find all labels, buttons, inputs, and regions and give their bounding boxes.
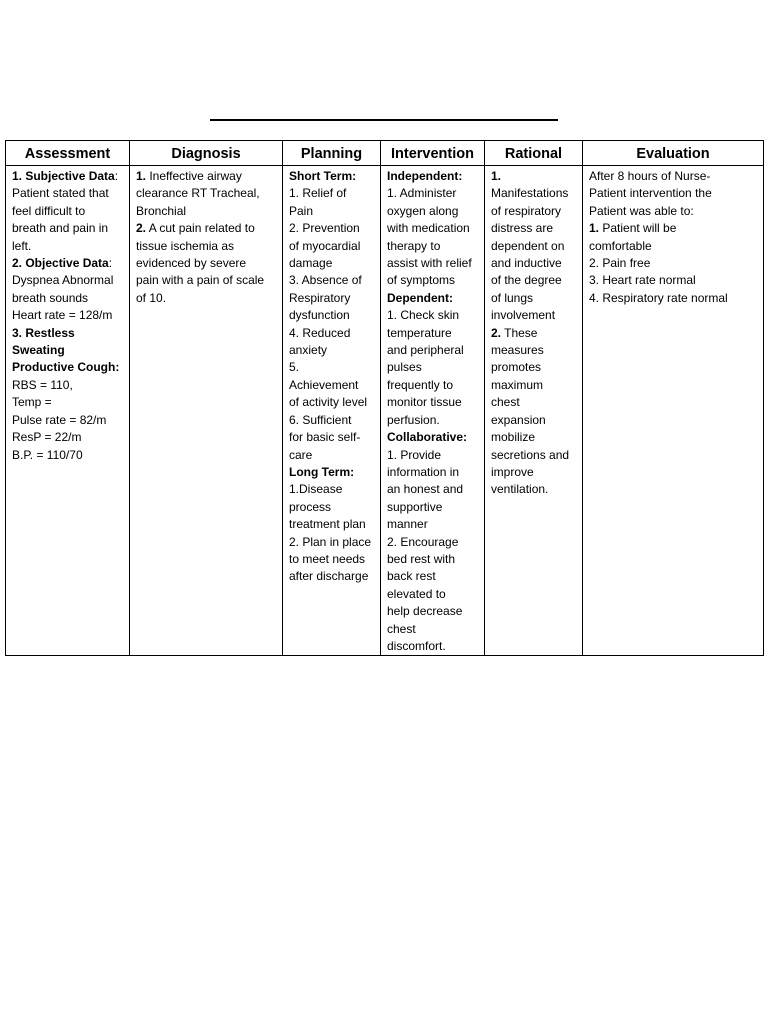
cell-line [289,272,376,289]
line-text: promotes [491,360,542,375]
line-text: mobilize [491,430,536,445]
cell-line [491,429,578,446]
line-text: : [108,256,113,271]
header-diagnosis: Diagnosis [130,141,283,166]
cell-line [491,325,578,342]
line-text: secretions and [491,447,570,462]
cell-line [589,185,759,202]
cell-line [136,238,278,255]
line-text: dependent on [491,238,565,253]
line-text: chest [387,621,416,636]
cell-line [289,203,376,220]
bold-label: Long Term: [289,464,355,479]
cell-line [589,203,759,220]
cell-line [136,203,278,220]
line-text: Heart rate = 128/m [12,308,113,323]
bold-label: Short Term: [289,169,357,183]
header-assessment: Assessment [6,141,130,166]
cell-line [289,534,376,551]
line-text: Temp = [12,395,52,410]
cell-line [12,394,125,411]
line-text: of symptoms [387,273,456,288]
cell-line [387,429,480,446]
cell-line [289,307,376,324]
line-text: measures [491,343,544,358]
line-text: oxygen along [387,203,459,218]
line-text: with medication [387,221,470,236]
line-text: ventilation. [491,482,549,497]
cell-line [12,307,125,324]
cell-line [387,568,480,585]
bold-label: Sweating [12,343,65,358]
line-text: process [289,499,332,514]
line-text: 2. Prevention [289,221,360,236]
cell-line [387,516,480,533]
cell-line [289,168,376,185]
cell-line [491,464,578,481]
cell-line [136,255,278,272]
cell-line [387,185,480,202]
cell-line [289,255,376,272]
line-text: left. [12,238,32,253]
cell-line [387,621,480,638]
cell-line [387,499,480,516]
line-text: anxiety [289,343,328,358]
line-text: therapy to [387,238,441,253]
cell-line [491,447,578,464]
cell-line [289,325,376,342]
cell-line [289,412,376,429]
cell-line [491,185,578,202]
line-text: of 10. [136,290,167,305]
cell-line [289,377,376,394]
cell-line [289,429,376,446]
line-text: Dyspnea Abnormal [12,273,114,288]
bold-label: 2. [136,221,147,236]
cell-line [289,394,376,411]
planning-cell [283,166,381,656]
line-text: Ineffective airway [146,169,242,183]
cell-line [387,359,480,376]
cell-line [491,220,578,237]
cell-line [12,429,125,446]
line-text: expansion [491,412,546,427]
bold-label: Productive Cough: [12,360,120,375]
cell-line [387,377,480,394]
bold-label: 3. Restless [12,325,75,340]
cell-line [136,272,278,289]
cell-line [589,238,759,255]
line-text: of respiratory [491,203,562,218]
line-text: Manifestations [491,186,569,201]
cell-line [589,220,759,237]
cell-line [289,342,376,359]
nursing-care-plan-table [5,140,764,656]
line-text: 4. Reduced [289,325,351,340]
cell-line [387,255,480,272]
cell-line [289,359,376,376]
cell-line [387,342,480,359]
line-text: Achievement [289,377,359,392]
line-text: 1. Relief of [289,186,347,201]
cell-line [387,307,480,324]
cell-line [289,464,376,481]
diagnosis-cell [130,166,283,656]
line-text: dysfunction [289,308,350,323]
cell-line [387,412,480,429]
cell-line [12,238,125,255]
line-text: pulses [387,360,422,375]
line-text: information in [387,464,460,479]
line-text: 4. Respiratory rate normal [589,290,728,305]
bold-label: Collaborative: [387,430,468,445]
line-text: to meet needs [289,551,366,566]
line-text: 1. Provide [387,447,442,462]
cell-line [289,220,376,237]
line-text: feel difficult to [12,203,86,218]
line-text: of the degree [491,273,562,288]
line-text: of lungs [491,290,534,305]
cell-line [12,220,125,237]
line-text: treatment plan [289,517,366,532]
cell-line [12,290,125,307]
line-text: Patient will be [599,221,677,236]
cell-line [12,342,125,359]
line-text: comfortable [589,238,652,253]
rational-cell [485,166,583,656]
line-text: an honest and [387,482,464,497]
cell-line [387,551,480,568]
bold-label: 1. [491,169,502,183]
line-text: 1. Check skin [387,308,460,323]
line-text: Pulse rate = 82/m [12,412,107,427]
cell-line [589,290,759,307]
cell-line [289,185,376,202]
line-text: manner [387,517,428,532]
cell-line [387,220,480,237]
cell-line [387,586,480,603]
line-text: 3. Heart rate normal [589,273,696,288]
cell-line [12,325,125,342]
cell-line [387,325,480,342]
line-text: and peripheral [387,343,464,358]
cell-line [12,185,125,202]
cell-line [387,534,480,551]
line-text: Patient intervention the [589,186,712,201]
line-text: bed rest with [387,551,456,566]
cell-line [12,255,125,272]
line-text: help decrease [387,604,463,619]
cell-line [289,516,376,533]
line-text: and inductive [491,256,562,271]
line-text: Pain [289,203,314,218]
cell-line [12,412,125,429]
cell-line [589,168,759,185]
assessment-cell [6,166,130,656]
line-text: maximum [491,377,544,392]
cell-line [387,272,480,289]
line-text: 1.Disease [289,482,343,497]
evaluation-cell [583,166,764,656]
line-text: of myocardial [289,238,361,253]
cell-line [289,238,376,255]
line-text: elevated to [387,586,446,601]
line-text: of activity level [289,395,368,410]
line-text: Respiratory [289,290,351,305]
cell-line [491,307,578,324]
cell-line [387,638,480,655]
cell-line [136,290,278,307]
line-text: involvement [491,308,556,323]
cell-line [491,203,578,220]
cell-line [589,272,759,289]
line-text: 5. [289,360,300,375]
cell-line [491,394,578,411]
line-text: 2. Plan in place [289,534,372,549]
cell-line [491,481,578,498]
cell-line [387,203,480,220]
bold-label: 2. [491,325,502,340]
line-text: perfusion. [387,412,440,427]
line-text: ResP = 22/m [12,430,82,445]
cell-line [12,359,125,376]
line-text: : [114,169,119,183]
header-row [6,141,764,166]
line-text: distress are [491,221,554,236]
cell-line [289,551,376,568]
cell-line [289,290,376,307]
cell-line [12,377,125,394]
line-text: discomfort. [387,638,446,653]
table-row [6,166,764,656]
cell-line [387,464,480,481]
header-evaluation: Evaluation [583,141,764,166]
cell-line [289,447,376,464]
line-text: A cut pain related to [146,221,255,236]
cell-line [491,377,578,394]
line-text: breath and pain in [12,221,109,236]
line-text: 2. Encourage [387,534,459,549]
line-text: B.P. = 110/70 [12,447,83,462]
line-text: assist with relief [387,256,472,271]
cell-line [491,412,578,429]
cell-line [289,481,376,498]
line-text: breath sounds [12,290,89,305]
line-text: 3. Absence of [289,273,362,288]
bold-label: Dependent: [387,290,453,305]
cell-line [387,394,480,411]
cell-line [491,272,578,289]
cell-line [136,220,278,237]
line-text: after discharge [289,569,369,584]
line-text: 2. Pain free [589,256,651,271]
line-text: 6. Sufficient [289,412,352,427]
line-text: temperature [387,325,452,340]
cell-line [491,290,578,307]
cell-line [387,168,480,185]
cell-line [387,238,480,255]
header-intervention: Intervention [381,141,485,166]
bold-label: Independent: [387,169,463,183]
header-planning: Planning [283,141,381,166]
line-text: damage [289,256,333,271]
bold-label: 2. Objective Data [12,256,109,271]
line-text: clearance RT Tracheal, [136,186,260,201]
cell-line [491,168,578,185]
cell-line [387,290,480,307]
line-text: tissue ischemia as [136,238,235,253]
line-text: After 8 hours of Nurse- [589,169,711,183]
cell-line [491,359,578,376]
line-text: monitor tissue [387,395,462,410]
line-text: for basic self- [289,430,361,445]
line-text: Bronchial [136,203,187,218]
header-rational: Rational [485,141,583,166]
line-text: frequently to [387,377,454,392]
intervention-cell [381,166,485,656]
line-text: Patient stated that [12,186,109,201]
line-text: improve [491,464,534,479]
line-text: back rest [387,569,436,584]
line-text: evidenced by severe [136,256,247,271]
line-text: 1. Administer [387,186,457,201]
line-text: chest [491,395,520,410]
cell-line [12,447,125,464]
cell-line [289,499,376,516]
cell-line [12,203,125,220]
cell-line [491,342,578,359]
cell-line [491,238,578,255]
cell-line [491,255,578,272]
cell-line [589,255,759,272]
line-text: supportive [387,499,443,514]
bold-label: 1. [589,221,600,236]
cell-line [289,568,376,585]
cell-line [387,603,480,620]
cell-line [136,168,278,185]
cell-line [387,447,480,464]
bold-label: 1. Subjective Data [12,169,115,183]
line-text: pain with a pain of scale [136,273,265,288]
line-text: Patient was able to: [589,203,694,218]
line-text: These [501,325,538,340]
line-text: care [289,447,313,462]
bold-label: 1. [136,169,147,183]
cell-line [387,481,480,498]
title-underline [210,119,558,121]
cell-line [12,272,125,289]
cell-line [136,185,278,202]
line-text: RBS = 110, [12,377,73,392]
cell-line [12,168,125,185]
